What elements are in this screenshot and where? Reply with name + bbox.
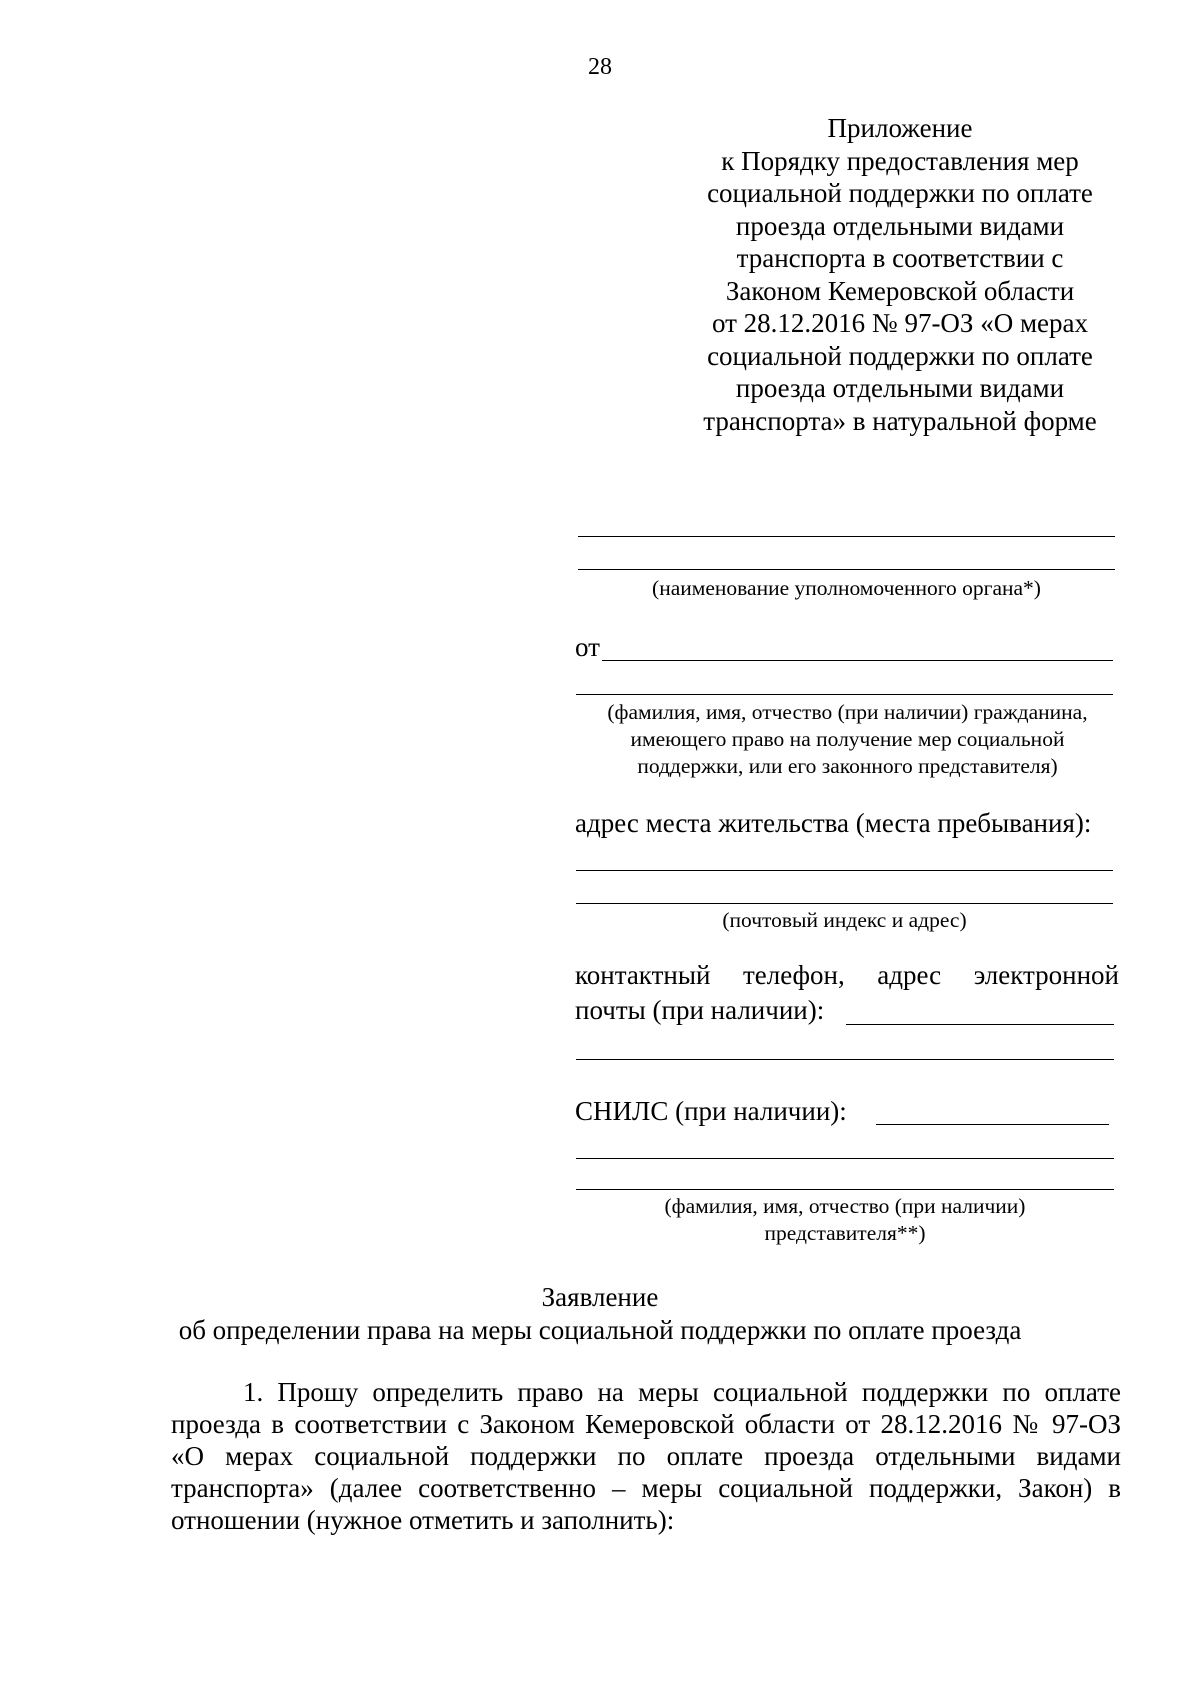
- address-field-line-2[interactable]: [576, 903, 1113, 904]
- from-field-line[interactable]: [602, 660, 1113, 661]
- caption-line: поддержки, или его законного представителя): [637, 754, 1058, 778]
- caption-line: имеющего право на получение мер социальной: [630, 727, 1065, 751]
- address-label: адрес места жительства (места пребывания):: [575, 808, 1092, 838]
- appendix-line: проезда отдельными видами: [735, 373, 1065, 403]
- snils-field-line[interactable]: [876, 1124, 1109, 1125]
- representative-caption: [576, 1193, 1114, 1247]
- statement-paragraph: [171, 1376, 1121, 1536]
- appendix-line: к Порядку предоставления мер: [721, 145, 1079, 176]
- appendix-line: проезда отдельными видами: [735, 210, 1065, 241]
- appendix-line: транспорта» в натуральной форме: [703, 405, 1097, 436]
- appendix-line: транспорта в соответствии с: [736, 243, 1064, 273]
- address-field-line-1[interactable]: [576, 870, 1113, 871]
- contact-label-line1: контактный телефон, адрес электронной: [575, 960, 1119, 990]
- contact-field-line-1[interactable]: [846, 1024, 1114, 1025]
- caption-line: (фамилия, имя, отчество (при наличии) гражданина,: [607, 700, 1088, 724]
- statement-subtitle: об определении права на меры социальной поддержки по оплате проезда: [178, 1315, 1022, 1345]
- appendix-line: от 28.12.2016 № 97-ОЗ «О мерах: [711, 308, 1089, 338]
- appendix-line: социальной поддержки по оплате: [707, 178, 1093, 208]
- statement-title: Заявление: [541, 1282, 659, 1312]
- appendix-line: Законом Кемеровской области: [725, 275, 1075, 306]
- snils-label: СНИЛС (при наличии):: [575, 1096, 847, 1126]
- caption-line: (фамилия, имя, отчество (при наличии): [664, 1194, 1026, 1218]
- citizen-caption: [576, 699, 1119, 780]
- authority-field-line-1[interactable]: [578, 536, 1115, 537]
- representative-field-line-1[interactable]: [576, 1158, 1114, 1159]
- appendix-line: социальной поддержки по оплате: [707, 340, 1093, 371]
- authority-caption: (наименование уполномоченного органа*): [652, 576, 1041, 600]
- contact-label-line2: почты (при наличии):: [575, 995, 825, 1025]
- paragraph-text: 1. Прошу определить право на меры социальной поддержки по оплате проезда в соответствии с Законом Кемеровской области от 28.12.2016 № 97-ОЗ «О мерах социальной поддержки по оплате проезда отдельными видами транспорта» (далее соответственно – меры социальной поддержки, Закон) в отношении (нужное отметить и заполнить):: [171, 1377, 1121, 1535]
- representative-field-line-2[interactable]: [576, 1189, 1114, 1190]
- authority-field-line-2[interactable]: [578, 569, 1115, 570]
- address-caption: (почтовый индекс и адрес): [722, 908, 967, 932]
- appendix-header: [690, 112, 1110, 437]
- page-number: 28: [588, 54, 612, 80]
- caption-line: представителя**): [764, 1221, 926, 1245]
- citizen-field-line[interactable]: [576, 694, 1113, 695]
- contact-field-line-2[interactable]: [576, 1059, 1114, 1060]
- appendix-line: Приложение: [827, 113, 973, 143]
- from-label: от: [575, 632, 600, 662]
